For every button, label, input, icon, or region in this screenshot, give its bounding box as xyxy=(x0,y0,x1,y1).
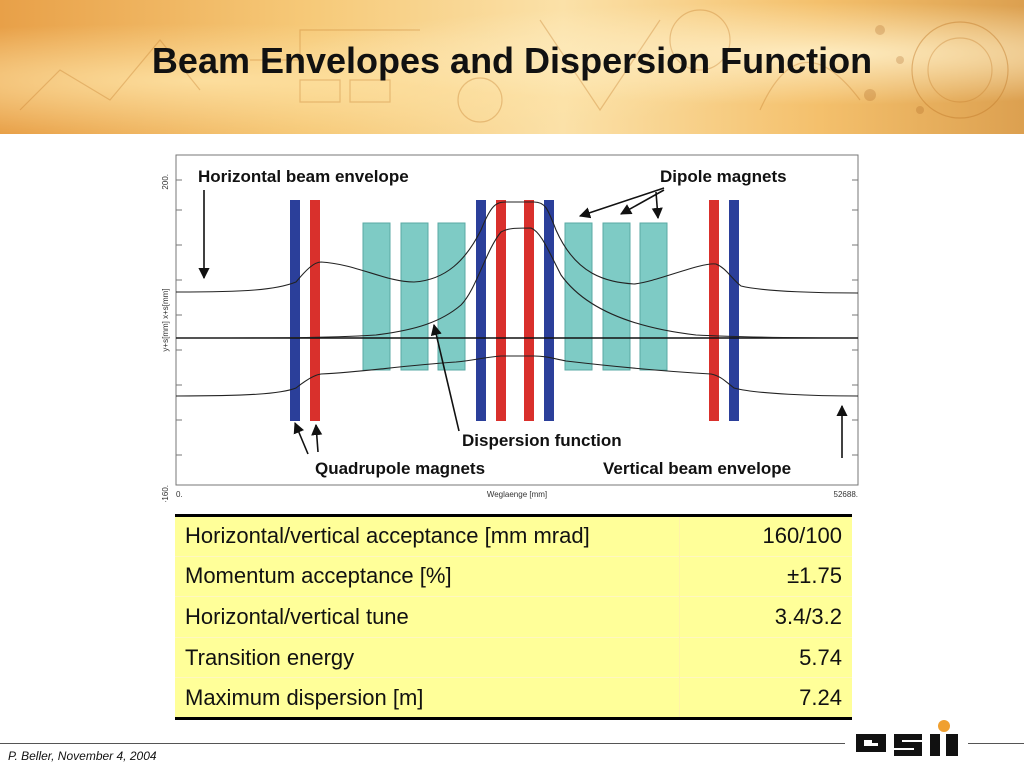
dipole-magnet xyxy=(640,223,667,370)
table-cell-label: Maximum dispersion [m] xyxy=(175,678,679,719)
table-cell-label: Transition energy xyxy=(175,637,679,678)
quadrupole-magnet xyxy=(709,200,719,421)
table-cell-value: 5.74 xyxy=(679,637,852,678)
label-quadrupole-magnets: Quadrupole magnets xyxy=(315,459,486,478)
dipole-magnet xyxy=(401,223,428,370)
y-axis-top-tick: 200. xyxy=(161,174,170,190)
footer-divider-right xyxy=(968,743,1024,744)
label-horizontal-beam-envelope: Horizontal beam envelope xyxy=(198,167,409,186)
page-title: Beam Envelopes and Dispersion Function xyxy=(151,40,873,81)
quadrupole-magnet xyxy=(310,200,320,421)
table-cell-value: 7.24 xyxy=(679,678,852,719)
lattice-figure xyxy=(156,150,864,502)
table-row xyxy=(175,516,852,557)
footer-divider xyxy=(0,743,845,744)
quadrupole-magnet xyxy=(496,200,506,421)
label-dipole-magnets: Dipole magnets xyxy=(660,167,787,186)
header-banner xyxy=(0,0,1024,134)
table-cell-value: 160/100 xyxy=(762,523,842,549)
x-axis-label: Weglaenge [mm] xyxy=(486,490,548,499)
y-axis-label: y+s[mm] x+s[mm] xyxy=(161,288,170,352)
parameter-table xyxy=(175,514,852,720)
label-dispersion-function: Dispersion function xyxy=(462,431,622,450)
quadrupole-magnet xyxy=(524,200,534,421)
table-cell-label: Horizontal/vertical tune xyxy=(175,597,679,638)
label-vertical-beam-envelope: Vertical beam envelope xyxy=(603,459,792,478)
table-row xyxy=(175,637,852,678)
table-cell-value: 3.4/3.2 xyxy=(679,597,852,638)
logo-dot-icon xyxy=(938,720,950,732)
gsi-logo xyxy=(852,718,964,758)
table-cell-label: Momentum acceptance [%] xyxy=(175,556,679,597)
x-axis-right-tick: 52688. xyxy=(833,490,858,499)
table-cell-label: Horizontal/vertical acceptance [mm mrad] xyxy=(175,516,679,557)
dipole-magnet xyxy=(603,223,630,370)
table-row xyxy=(175,678,852,719)
footer-author-date: P. Beller, November 4, 2004 xyxy=(8,749,157,763)
quadrupole-magnet xyxy=(476,200,486,421)
x-axis-left-tick: 0. xyxy=(176,490,183,499)
dipole-magnet xyxy=(565,223,592,370)
dipole-magnet xyxy=(363,223,390,370)
quadrupole-magnet xyxy=(544,200,554,421)
table-row xyxy=(175,597,852,638)
table-cell-value: ±1.75 xyxy=(679,556,852,597)
table-row xyxy=(175,556,852,597)
dipole-magnet xyxy=(438,223,465,370)
beam-envelope-plot xyxy=(156,150,864,502)
y-axis-bottom-tick: -160. xyxy=(161,485,170,502)
